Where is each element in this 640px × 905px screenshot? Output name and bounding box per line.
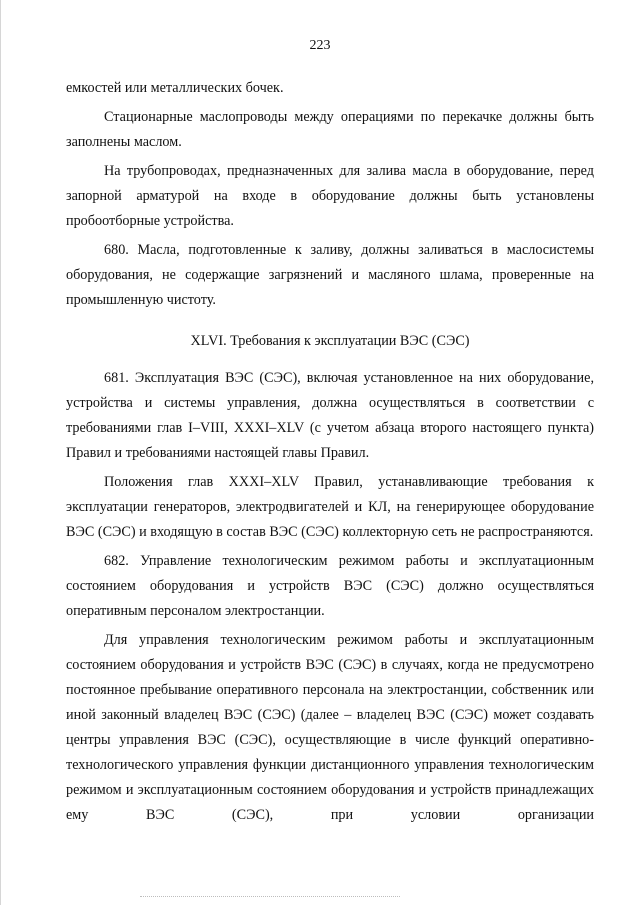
scan-artifact bbox=[140, 896, 400, 898]
paragraph-item-682: 682. Управление технологическим режимом работы и эксплуатационным состоянием оборудования и устройств ВЭС (СЭС) должно осуществляться оперативным персоналом электростанции. bbox=[66, 553, 594, 619]
paragraph-continuation: емкостей или металлических бочек. bbox=[66, 80, 284, 96]
paragraph-item-681: 681. Эксплуатация ВЭС (СЭС), включая установленное на них оборудование, устройства и системы управления, должна осуществляться в соответствии с требованиями глав I–VIII, XXXI–XLV (с учетом абзаца второго настоящего пункта) Правил и требованиями настоящей главы Правил. bbox=[66, 370, 594, 461]
paragraph: Для управления технологическим режимом работы и эксплуатационным состоянием оборудования и устройств ВЭС (СЭС) в случаях, когда не предусмотрено постоянное пребывание оперативного персонала на электростанции, собственник или иной законный владелец ВЭС (СЭС) (далее – владелец ВЭС (СЭС) может создавать центры управления ВЭС (СЭС), осуществляющие в числе функций оперативно-технологического управления функции дистанционного управления технологическим режимом и эксплуатационным состоянием оборудования и устройств принадлежащих ему ВЭС (СЭС), при условии организации bbox=[66, 632, 594, 823]
section-heading: XLVI. Требования к эксплуатации ВЭС (СЭС) bbox=[190, 333, 470, 349]
paragraph-item-680: 680. Масла, подготовленные к заливу, должны заливаться в маслосистемы оборудования, не содержащие загрязнений и масляного шлама, проверенные на промышленную чистоту. bbox=[66, 242, 594, 308]
page-number: 223 bbox=[309, 38, 331, 53]
scan-edge bbox=[0, 0, 1, 905]
paragraph: Положения глав XXXI–XLV Правил, устанавливающие требования к эксплуатации генераторов, электродвигателей и КЛ, на генерирующее оборудование ВЭС (СЭС) и входящую в состав ВЭС (СЭС) коллекторную сеть не распространяются. bbox=[66, 474, 594, 540]
paragraph: Стационарные маслопроводы между операциями по перекачке должны быть заполнены маслом. bbox=[66, 109, 594, 150]
paragraph: На трубопроводах, предназначенных для залива масла в оборудование, перед запорной арматурой на входе в оборудование должны быть установлены пробоотборные устройства. bbox=[66, 163, 594, 229]
document-body bbox=[66, 76, 594, 828]
